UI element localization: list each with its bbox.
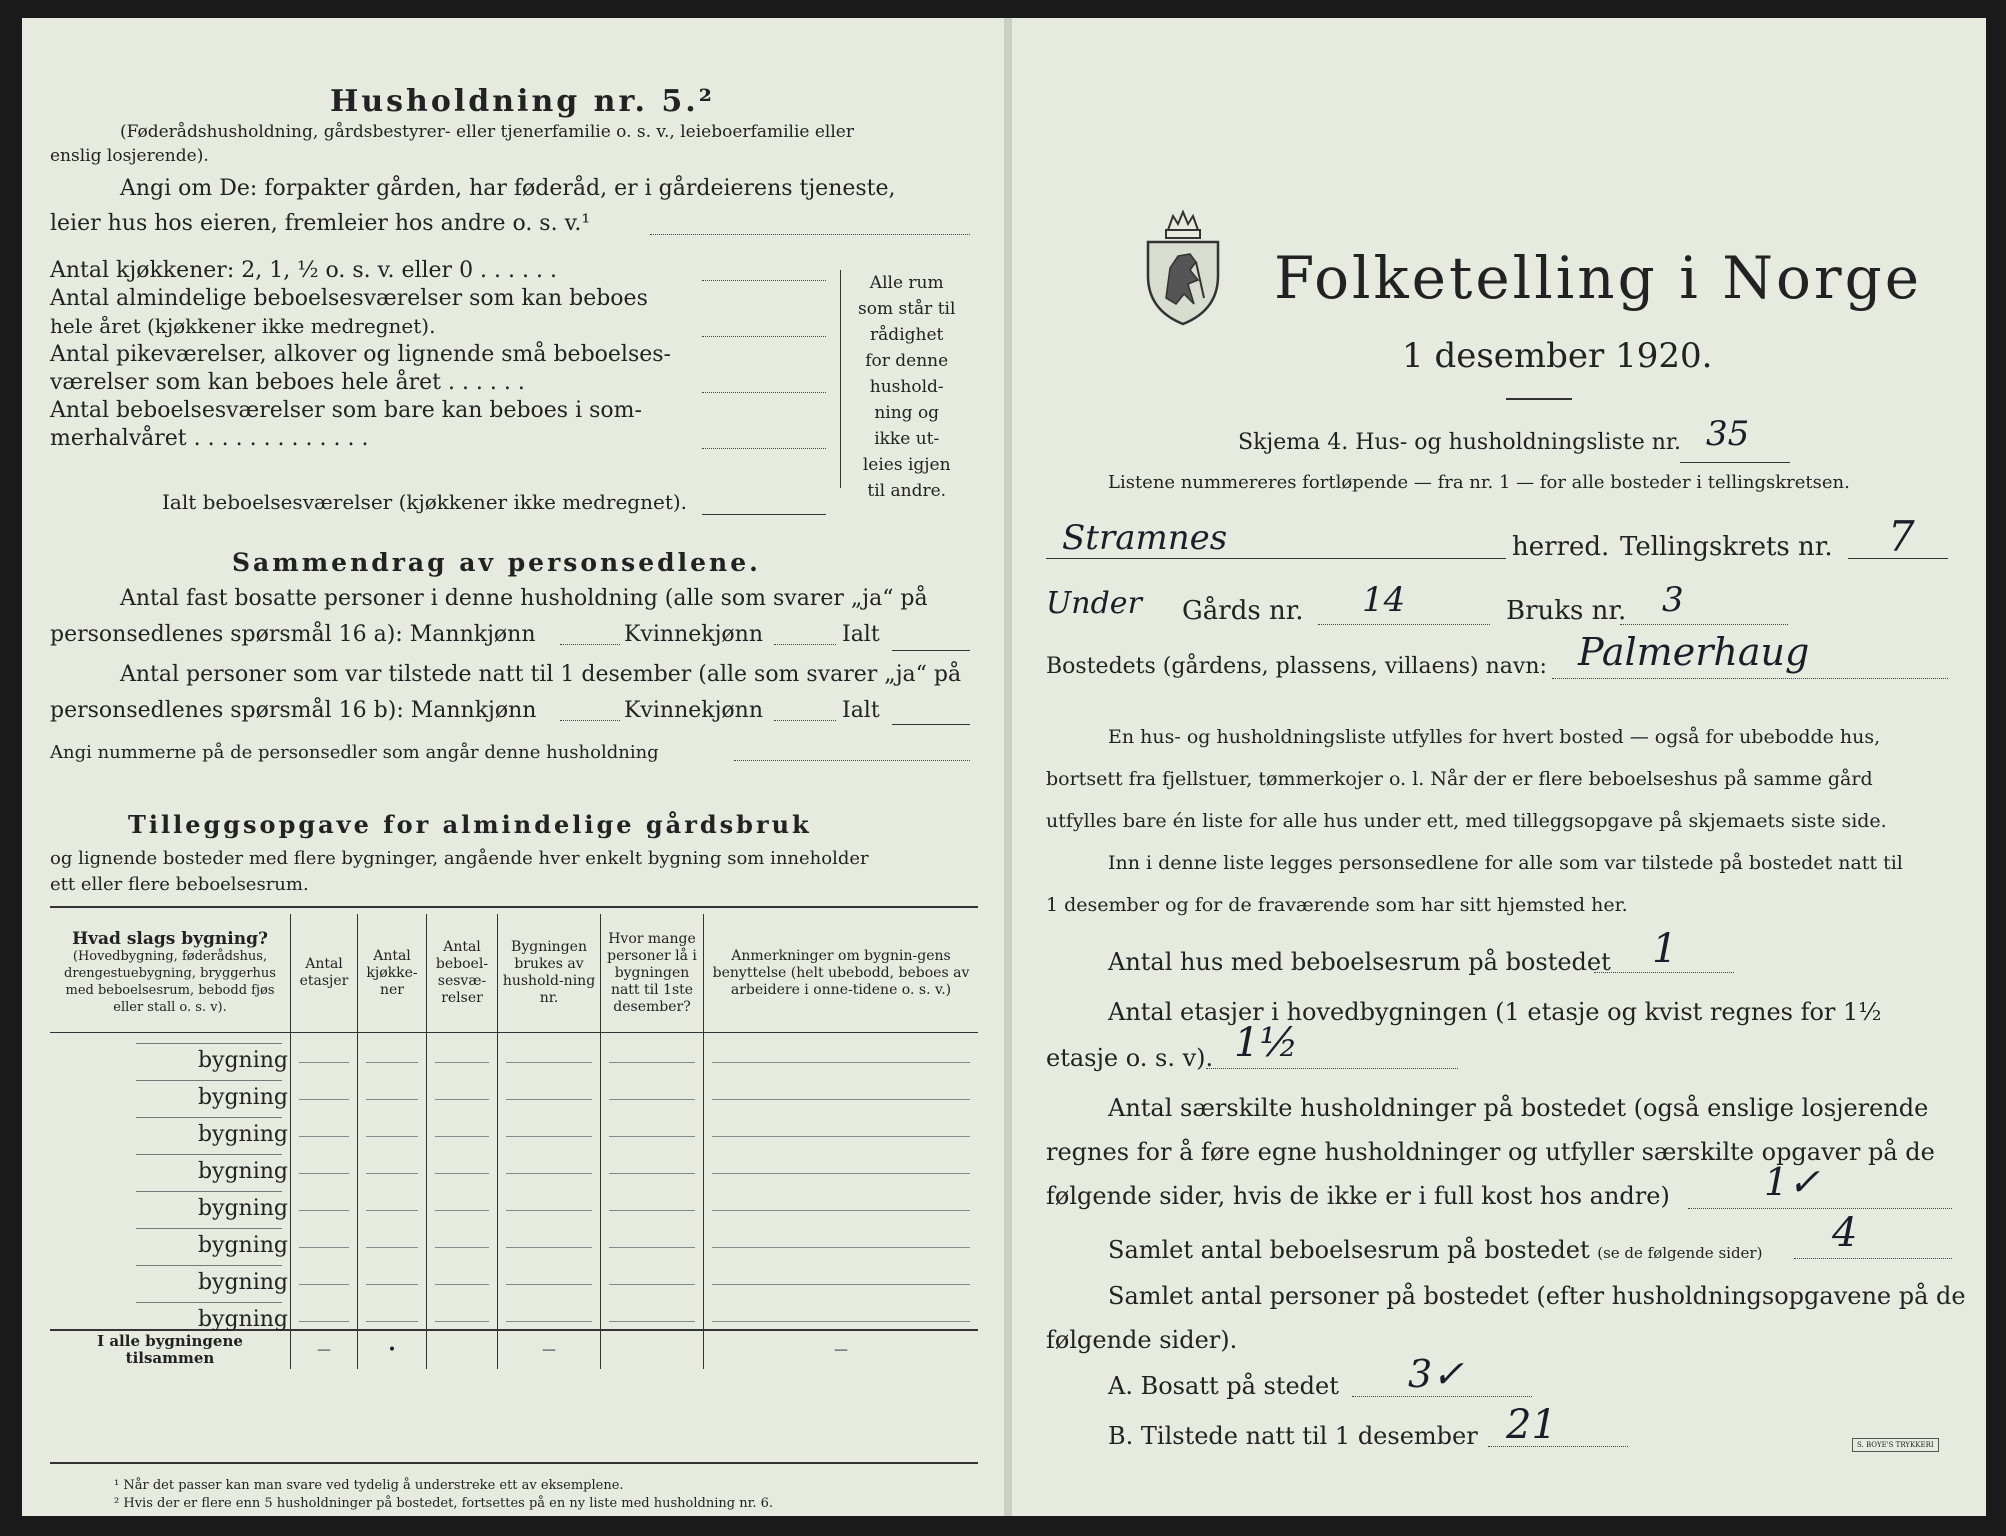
household-title: Husholdning nr. 5.²	[330, 84, 715, 119]
q-hus-label: Antal hus med beboelsesrum på bostedet	[1108, 948, 1611, 976]
right-page	[1012, 18, 1986, 1516]
q-etasjer-line	[1206, 1068, 1458, 1069]
summary-male-b-line[interactable]	[560, 720, 620, 721]
angi-answer-line	[650, 234, 970, 235]
total-rooms[interactable]	[427, 1330, 498, 1369]
rooms-summer-line[interactable]	[702, 448, 826, 449]
bruk-line	[1620, 624, 1788, 625]
bosted-line	[1552, 678, 1948, 679]
col-floors: Antal etasjer	[291, 914, 358, 1033]
q-rum-line	[1794, 1258, 1952, 1259]
col-persons: Hvor mange personer lå i bygningen natt til 1ste desember?	[601, 914, 704, 1033]
bosted-label: Bostedets (gårdens, plassens, villaens) navn:	[1046, 654, 1547, 679]
q-hush-label-2: regnes for å føre egne husholdninger og utfyller særskilte opgaver på de	[1046, 1138, 1935, 1166]
q-etasjer-value[interactable]: 1½	[1234, 1020, 1299, 1066]
q-rum-value[interactable]: 4	[1832, 1210, 1858, 1256]
rooms-small-2: værelser som kan beboes hele året . . . . . .	[50, 370, 525, 395]
supplement-line-1: og lignende bosteder med flere bygninger, angående hver enkelt bygning som inneholder	[50, 848, 869, 869]
table-row: bygning	[50, 1144, 978, 1181]
table-top-rule	[50, 906, 978, 908]
rooms-summer: Antal beboelsesværelser som bare kan beboes i som-	[50, 398, 642, 423]
rooms-ordinary-2: hele året (kjøkkener ikke medregnet).	[50, 314, 436, 338]
summary-total-b: Ialt	[842, 698, 880, 723]
q-hush-line	[1688, 1208, 1952, 1209]
rooms-kitchens-line[interactable]	[702, 280, 826, 281]
page-gutter	[1004, 18, 1012, 1516]
rooms-summer-2: merhalvåret . . . . . . . . . . . . .	[50, 426, 369, 451]
rooms-small: Antal pikeværelser, alkover og lignende små beboelses-	[50, 342, 671, 367]
q-hush-value[interactable]: 1✓	[1764, 1160, 1821, 1204]
rooms-small-line[interactable]	[702, 392, 826, 393]
q-hush-label-1: Antal særskilte husholdninger på bostedet (også enslige losjerende	[1108, 1094, 1929, 1122]
bruk-value[interactable]: 3	[1662, 580, 1684, 620]
q-hus-value[interactable]: 1	[1652, 926, 1678, 972]
angi-nummerne: Angi nummerne på de personsedler som angår denne husholdning	[50, 742, 659, 763]
total-floors[interactable]: —	[291, 1330, 358, 1369]
col-remarks: Anmerkninger om bygnin-gens benyttelse (helt ubebodd, beboes av arbeidere i onne-tidene o. s. v.)	[704, 914, 979, 1033]
table-row: bygning	[50, 1218, 978, 1255]
bruk-label: Bruks nr.	[1506, 596, 1627, 626]
bosatt-label: A. Bosatt på stedet	[1108, 1372, 1339, 1400]
rooms-side-note: Alle rum som står til rådighet for denne hushold- ning og ikke ut- leies igjen til andre.	[858, 273, 956, 501]
summary-total-a-line[interactable]	[892, 650, 970, 651]
rooms-ordinary-line[interactable]	[702, 336, 826, 337]
schema-line	[1680, 462, 1790, 463]
total-kitchens[interactable]: •	[358, 1330, 427, 1369]
norway-coat-of-arms-icon	[1140, 208, 1226, 328]
instruction-4: Inn i denne liste legges personsedlene for alle som var tilstede på bostedet natt til	[1108, 852, 1903, 874]
instruction-3: utfylles bare én liste for alle hus under ett, med tilleggsopgave på skjemaets siste side.	[1046, 810, 1887, 832]
table-row: bygning	[50, 1181, 978, 1218]
title-divider	[1506, 398, 1572, 400]
summary-female-b: Kvinnekjønn	[624, 698, 763, 723]
angi-line-2: leier hus hos eieren, fremleier hos andre o. s. v.¹	[50, 211, 591, 236]
rooms-ordinary: Antal almindelige beboelsesværelser som kan beboes	[50, 286, 648, 311]
rooms-total-line[interactable]	[702, 514, 826, 515]
bosatt-line	[1352, 1396, 1532, 1397]
q-hush-label-3: følgende sider, hvis de ikke er i full kost hos andre)	[1046, 1182, 1670, 1210]
table-row: bygning	[50, 1033, 978, 1071]
summary-female-a: Kvinnekjønn	[624, 622, 763, 647]
gard-label: Gårds nr.	[1182, 596, 1304, 626]
supplement-title: Tilleggsopgave for almindelige gårdsbruk	[128, 810, 812, 839]
krets-label: Tellingskrets nr.	[1620, 532, 1833, 562]
tilstede-value[interactable]: 21	[1506, 1402, 1557, 1448]
table-total-row	[50, 1330, 978, 1369]
rooms-brace	[840, 270, 843, 488]
gard-value[interactable]: 14	[1362, 580, 1406, 620]
table-bottom-rule	[50, 1462, 978, 1464]
col-kitchens: Antal kjøkke-ner	[358, 914, 427, 1033]
rooms-kitchens: Antal kjøkkener: 2, 1, ½ o. s. v. eller 0 . . . . . .	[50, 258, 557, 283]
q-etasjer-label-1: Antal etasjer i hovedbygningen (1 etasje og kvist regnes for 1½	[1108, 998, 1882, 1026]
gard-prefix[interactable]: Under	[1046, 586, 1142, 621]
summary-male-a-line[interactable]	[560, 644, 620, 645]
table-row: bygning	[50, 1070, 978, 1107]
footnote-1: ¹ Når det passer kan man svare ved tydelig å understreke ett av eksemplene.	[114, 1478, 624, 1493]
q-pers-label-2: følgende sider).	[1046, 1326, 1238, 1354]
total-remarks[interactable]: —	[704, 1330, 979, 1369]
herred-value[interactable]: Stramnes	[1062, 518, 1228, 558]
census-date: 1 desember 1920.	[1402, 336, 1713, 376]
q-pers-label-1: Samlet antal personer på bostedet (efter husholdningsopgavene på de	[1108, 1282, 1966, 1310]
q-rum-label: Samlet antal beboelsesrum på bostedet (se de følgende sider)	[1108, 1236, 1763, 1264]
printer-stamp: S. BOYE'S TRYKKERI	[1852, 1438, 1939, 1452]
instruction-1: En hus- og husholdningsliste utfylles for hvert bosted — også for ubebodde hus,	[1108, 726, 1881, 748]
schema-label: Skjema 4. Hus- og husholdningsliste nr.	[1238, 430, 1681, 455]
footnote-2: ² Hvis der er flere enn 5 husholdninger på bostedet, fortsettes på en ny liste med husholdning nr. 6.	[114, 1496, 774, 1511]
rooms-total: Ialt beboelsesværelser (kjøkkener ikke medregnet).	[162, 490, 688, 514]
summary-female-b-line[interactable]	[774, 720, 836, 721]
angi-nummerne-line[interactable]	[734, 760, 970, 761]
bosted-value[interactable]: Palmerhaug	[1578, 630, 1810, 674]
main-title: Folketelling i Norge	[1274, 244, 1923, 312]
summary-title: Sammendrag av personsedlene.	[232, 548, 761, 577]
instruction-5: 1 desember og for de fraværende som har sitt hjemsted her.	[1046, 894, 1628, 916]
summary-line-3: Antal personer som var tilstede natt til 1 desember (alle som svarer „ja“ på	[120, 662, 962, 687]
total-persons[interactable]	[601, 1330, 704, 1369]
supplement-line-2: ett eller flere beboelsesrum.	[50, 874, 309, 895]
tilstede-label: B. Tilstede natt til 1 desember	[1108, 1422, 1478, 1450]
left-page	[22, 18, 1004, 1516]
buildings-table	[50, 914, 978, 1369]
table-row: bygning	[50, 1292, 978, 1330]
table-row: bygning	[50, 1255, 978, 1292]
numbering-note: Listene nummereres fortløpende — fra nr. 1 — for alle bosteder i tellingskretsen.	[1108, 472, 1850, 493]
total-household[interactable]: —	[498, 1330, 601, 1369]
herred-line	[1046, 558, 1506, 559]
total-label: I alle bygningene tilsammen	[50, 1330, 291, 1369]
household-note-1: (Føderådshusholdning, gårdsbestyrer- eller tjenerfamilie o. s. v., leieboerfamilie eller	[120, 122, 854, 142]
instruction-2: bortsett fra fjellstuer, tømmerkojer o. l. Når der er flere beboelseshus på samme gård	[1046, 768, 1873, 790]
summary-line-1: Antal fast bosatte personer i denne husholdning (alle som svarer „ja“ på	[120, 586, 928, 611]
schema-value[interactable]: 35	[1706, 414, 1750, 454]
q-etasjer-label-2: etasje o. s. v).	[1046, 1044, 1214, 1072]
table-row: bygning	[50, 1107, 978, 1144]
bosatt-value[interactable]: 3✓	[1408, 1352, 1465, 1396]
summary-female-a-line[interactable]	[774, 644, 836, 645]
summary-line-4: personsedlenes spørsmål 16 b): Mannkjønn	[50, 698, 537, 723]
summary-line-2: personsedlenes spørsmål 16 a): Mannkjønn	[50, 622, 536, 647]
summary-total-b-line[interactable]	[892, 724, 970, 725]
gard-line	[1318, 624, 1490, 625]
household-note-2: enslig losjerende).	[50, 146, 209, 166]
summary-total-a: Ialt	[842, 622, 880, 647]
krets-value[interactable]: 7	[1888, 512, 1915, 561]
angi-line-1: Angi om De: forpakter gården, har føderåd, er i gårdeierens tjeneste,	[120, 176, 896, 201]
col-household-no: Bygningen brukes av hushold-ning nr.	[498, 914, 601, 1033]
col-building-type: Hvad slags bygning? (Hovedbygning, føderådshus, drengestuebygning, bryggerhus med beboelsesrum, bebodd fjøs eller stall o. s. v).	[50, 914, 291, 1033]
col-rooms: Antal beboel-sesvæ-relser	[427, 914, 498, 1033]
q-hus-line	[1594, 972, 1734, 973]
herred-label: herred.	[1512, 532, 1610, 562]
